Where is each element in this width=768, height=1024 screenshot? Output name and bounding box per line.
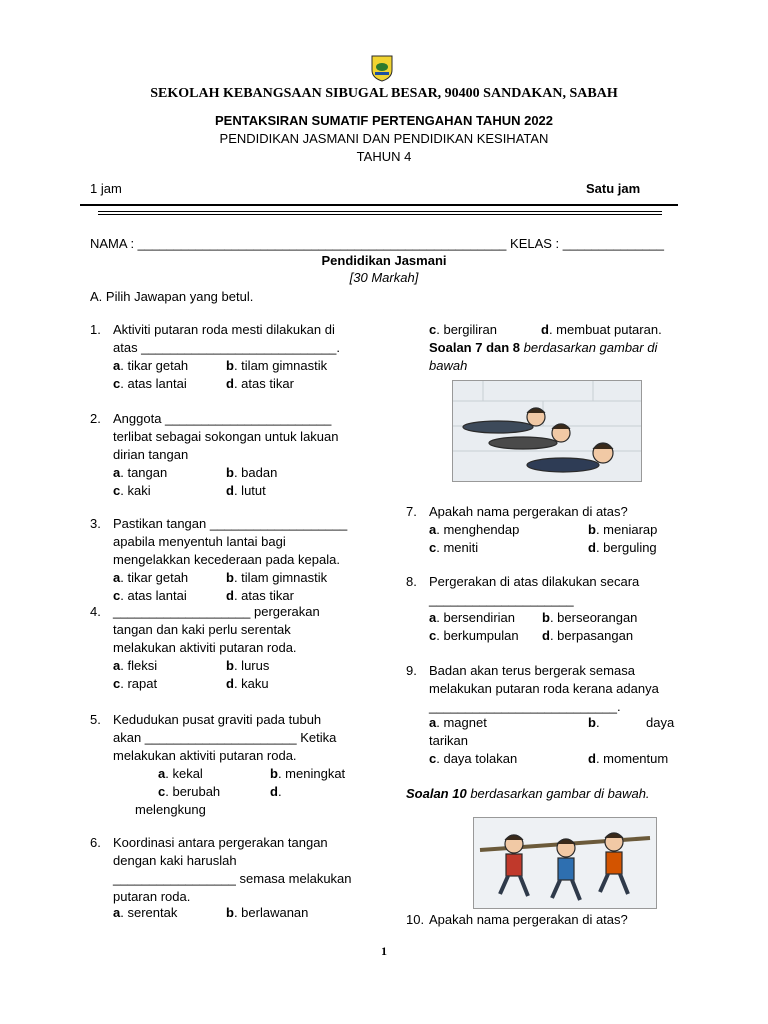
option-c[interactable]: c. kaki bbox=[113, 483, 151, 498]
option-d[interactable]: d. bbox=[270, 784, 282, 799]
option-a[interactable]: a. magnet bbox=[429, 715, 487, 730]
option-a[interactable]: a. tangan bbox=[113, 465, 168, 480]
option-b[interactable]: b. badan bbox=[226, 465, 278, 480]
year-title: TAHUN 4 bbox=[356, 149, 412, 164]
option-a[interactable]: a. menghendap bbox=[429, 522, 520, 537]
option-c[interactable]: c. rapat bbox=[113, 676, 158, 691]
option-d-text: melengkung bbox=[135, 802, 206, 817]
option-b[interactable]: b. meniarap bbox=[588, 522, 658, 537]
picture-2-caption: Soalan 10 berdasarkan gambar di bawah. bbox=[406, 786, 650, 801]
option-a[interactable]: a. serentak bbox=[113, 905, 178, 920]
duration-right: Satu jam bbox=[586, 181, 641, 196]
school-logo bbox=[369, 54, 395, 82]
picture-1-caption: Soalan 7 dan 8 berdasarkan gambar di bbox=[429, 340, 658, 355]
duration-left: 1 jam bbox=[90, 181, 122, 196]
header-rule-double-2 bbox=[98, 214, 662, 215]
option-b[interactable]: b. berseorangan bbox=[542, 610, 638, 625]
q6-option-c[interactable]: c. bergiliran bbox=[429, 322, 497, 337]
option-a[interactable]: a. tikar getah bbox=[113, 358, 189, 373]
option-c[interactable]: c. berkumpulan bbox=[429, 628, 519, 643]
header-rule-double-1 bbox=[98, 211, 662, 212]
option-b[interactable]: b. meningkat bbox=[270, 766, 346, 781]
option-d[interactable]: d. atas tikar bbox=[226, 588, 294, 603]
option-a[interactable]: a. tikar getah bbox=[113, 570, 189, 585]
option-d[interactable]: d. kaku bbox=[226, 676, 269, 691]
option-d[interactable]: d. atas tikar bbox=[226, 376, 294, 391]
option-b[interactable]: b. bbox=[588, 715, 600, 730]
option-b[interactable]: b. lurus bbox=[226, 658, 270, 673]
q6-option-d[interactable]: d. membuat putaran. bbox=[541, 322, 662, 337]
exam-title: PENTAKSIRAN SUMATIF PERTENGAHAN TAHUN 2022 bbox=[214, 113, 554, 128]
option-b[interactable]: b. tilam gimnastik bbox=[226, 570, 328, 585]
option-d[interactable]: d. lutut bbox=[226, 483, 266, 498]
option-c[interactable]: c. daya tolakan bbox=[429, 751, 518, 766]
section-marks: [30 Markah] bbox=[349, 270, 419, 285]
header-rule-thick bbox=[80, 204, 678, 206]
option-b-text-2: tarikan bbox=[429, 733, 469, 748]
option-c[interactable]: c. atas lantai bbox=[113, 588, 187, 603]
option-d[interactable]: d. momentum bbox=[588, 751, 669, 766]
section-title: Pendidikan Jasmani bbox=[321, 253, 447, 268]
option-a[interactable]: a. kekal bbox=[158, 766, 203, 781]
school-name: SEKOLAH KEBANGSAAN SIBUGAL BESAR, 90400 SANDAKAN, SABAH bbox=[150, 86, 618, 101]
option-c[interactable]: c. berubah bbox=[158, 784, 221, 799]
section-instruction: A. Pilih Jawapan yang betul. bbox=[90, 289, 254, 304]
option-b[interactable]: b. tilam gimnastik bbox=[226, 358, 328, 373]
page-number: 1 bbox=[381, 944, 387, 958]
option-c[interactable]: c. atas lantai bbox=[113, 376, 187, 391]
option-b[interactable]: b. berlawanan bbox=[226, 905, 309, 920]
picture-1-caption-2: bawah bbox=[429, 358, 468, 373]
subject-title: PENDIDIKAN JASMANI DAN PENDIDIKAN KESIHATAN bbox=[219, 131, 549, 146]
option-d[interactable]: d. berguling bbox=[588, 540, 657, 555]
option-b-text: daya bbox=[646, 715, 675, 730]
option-a[interactable]: a. bersendirian bbox=[429, 610, 516, 625]
children-with-sticks-image bbox=[473, 817, 657, 909]
option-a[interactable]: a. fleksi bbox=[113, 658, 158, 673]
crawling-children-image bbox=[452, 380, 642, 482]
name-class-line: NAMA : ___________________________________________________ KELAS : ______________ bbox=[90, 236, 664, 251]
option-c[interactable]: c. meniti bbox=[429, 540, 479, 555]
option-d[interactable]: d. berpasangan bbox=[542, 628, 634, 643]
